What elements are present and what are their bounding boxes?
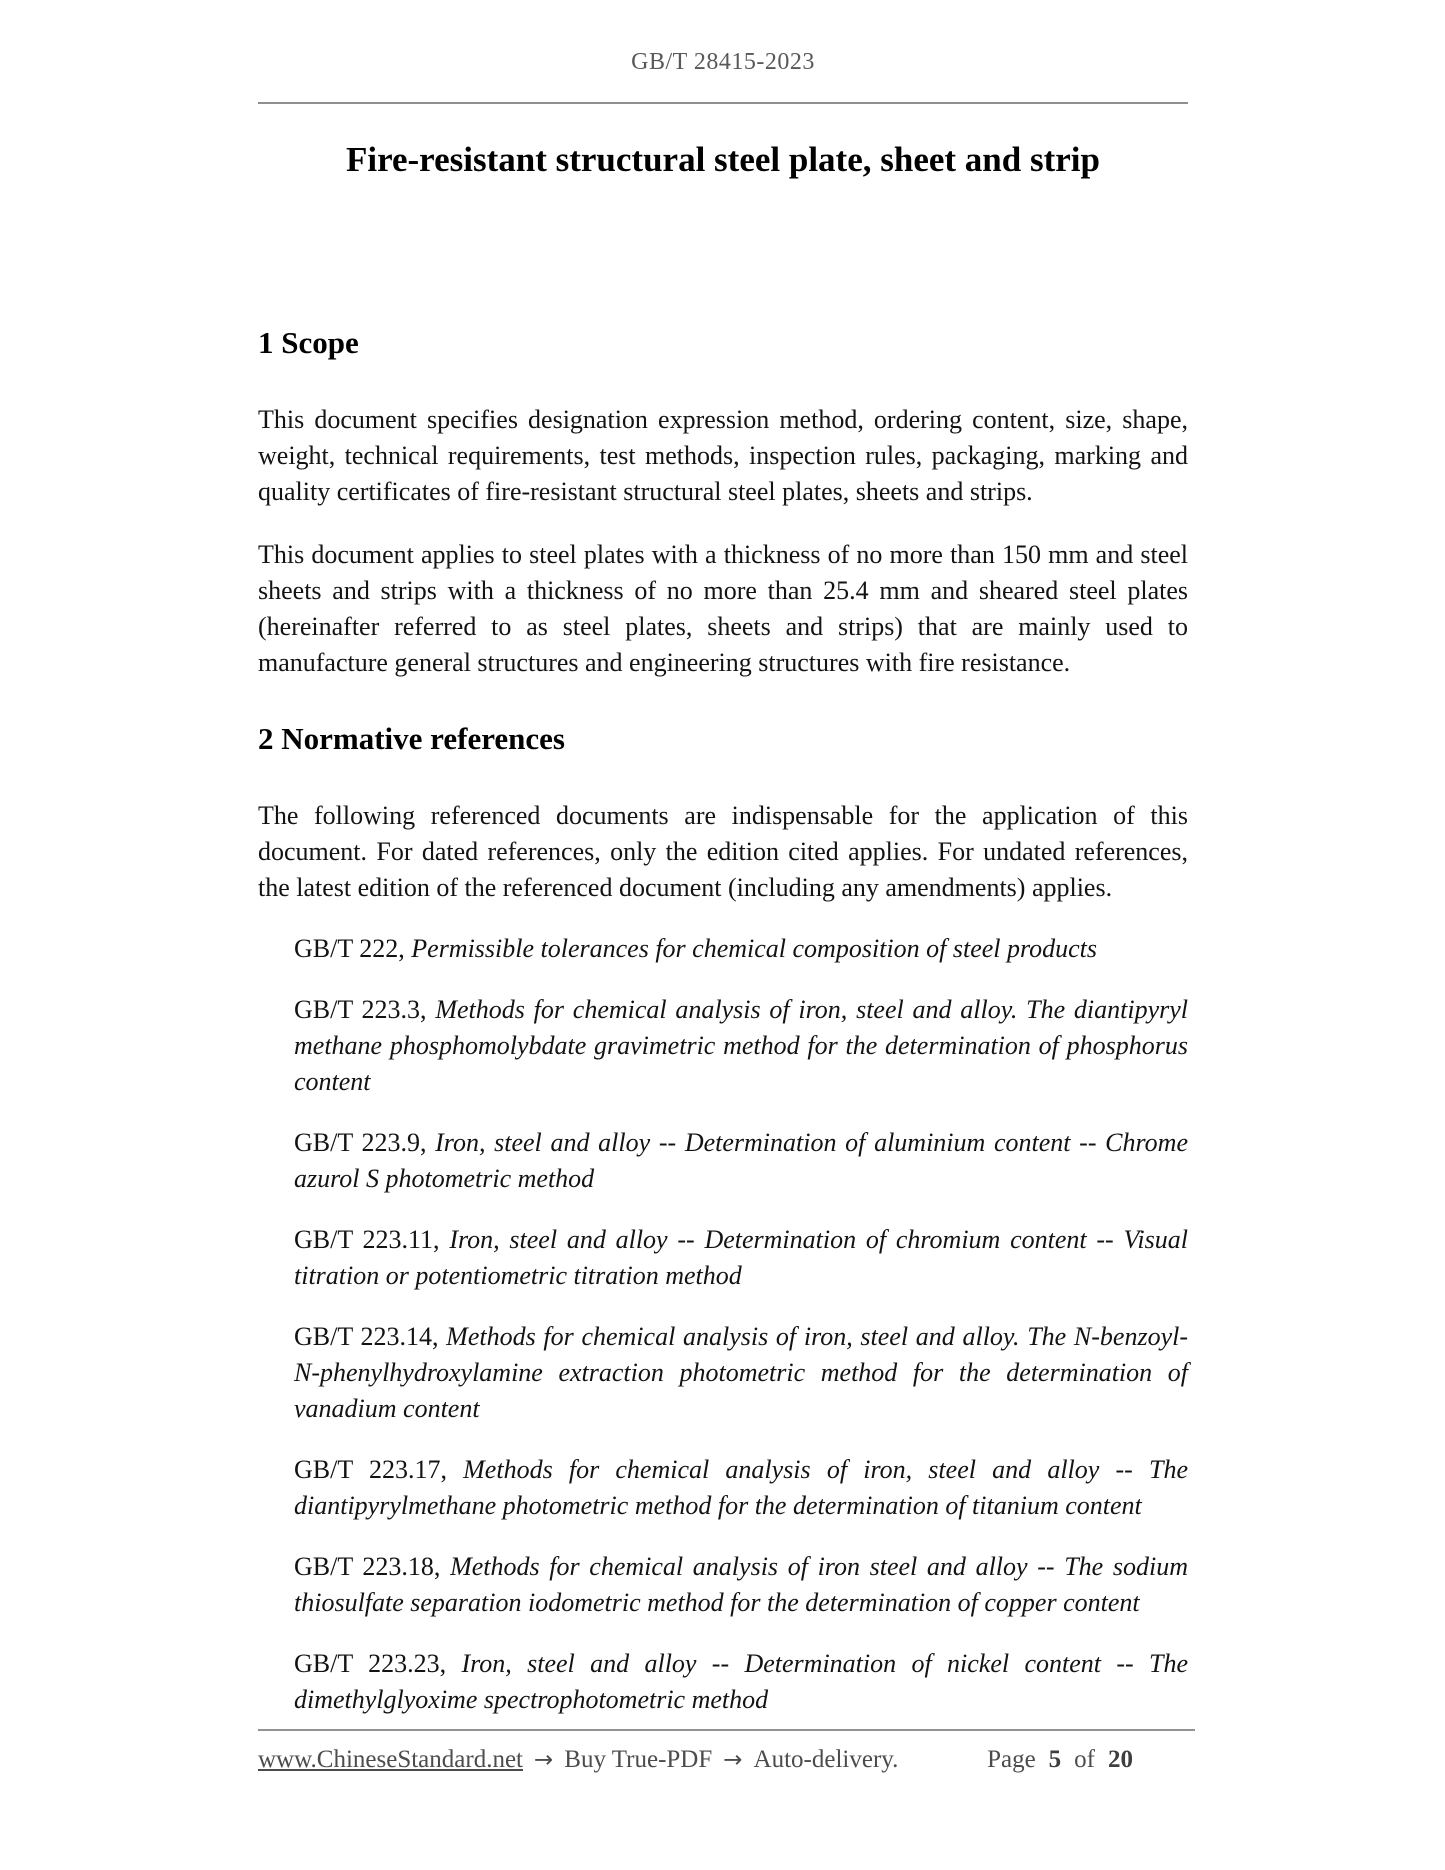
section-heading-scope: 1 Scope xyxy=(258,325,359,360)
site-url-link[interactable]: www.ChineseStandard.net xyxy=(258,1746,523,1773)
scope-paragraph-1: This document specifies designation expression method, ordering content, size, shape, weight, technical requirements, test methods, inspection rules, packaging, marking and quality certificates of fire-resistant structural steel plates, sheets and strips. xyxy=(258,405,1188,506)
reference-item xyxy=(294,992,1188,1100)
of-label: of xyxy=(1074,1746,1095,1773)
reference-title: Methods for chemical analysis of iron, steel and alloy. The diantipyryl methane phosphomolybdate gravimetric method for the determination of phosphorus content xyxy=(294,995,1189,1096)
reference-item xyxy=(294,931,1188,967)
reference-item xyxy=(294,1646,1188,1718)
page-label: Page xyxy=(987,1746,1036,1773)
reference-title: Iron, steel and alloy -- Determination of aluminium content -- Chrome azurol S photometric method xyxy=(294,1128,1188,1193)
reference-code: GB/T 223.18, xyxy=(294,1552,441,1581)
total-page-number: 20 xyxy=(1108,1746,1133,1773)
reference-title: Iron, steel and alloy -- Determination of chromium content -- Visual titration or potentiometric titration method xyxy=(294,1225,1188,1290)
section-heading-normative-references: 2 Normative references xyxy=(258,721,565,756)
document-title: Fire-resistant structural steel plate, sheet and strip xyxy=(345,140,1100,179)
reference-code: GB/T 223.3, xyxy=(294,995,427,1024)
document-header xyxy=(258,48,1188,104)
right-arrow-icon: → xyxy=(534,1747,554,1773)
normative-references-intro: The following referenced documents are indispensable for the application of this document. For dated references, only the edition cited applies. For undated references, the latest edition of the referenced document (including any amendments) applies. xyxy=(258,801,1188,902)
reference-item xyxy=(294,1125,1188,1197)
reference-item xyxy=(294,1222,1188,1294)
reference-code: GB/T 223.17, xyxy=(294,1455,447,1484)
footer-left xyxy=(258,1746,898,1774)
reference-title: Methods for chemical analysis of iron, steel and alloy -- The diantipyrylmethane photometric method for the determination of titanium content xyxy=(294,1455,1189,1520)
buy-true-pdf-label: Buy True-PDF xyxy=(564,1746,713,1773)
reference-code: GB/T 223.9, xyxy=(294,1128,427,1157)
reference-code: GB/T 222, xyxy=(294,934,405,963)
reference-item xyxy=(294,1319,1188,1427)
reference-code: GB/T 223.14, xyxy=(294,1322,439,1351)
scope-paragraph-2: This document applies to steel plates with a thickness of no more than 150 mm and steel sheets and strips with a thickness of no more than 25.4 mm and sheared steel plates (hereinafter referred to as steel plates, sheets and strips) that are mainly used to manufacture general structures and engineering structures with fire resistance. xyxy=(258,540,1188,677)
footer-row xyxy=(258,1731,1195,1774)
header-divider xyxy=(258,102,1188,104)
reference-item xyxy=(294,1452,1188,1524)
reference-code: GB/T 223.23, xyxy=(294,1649,447,1678)
reference-title: Permissible tolerances for chemical composition of steel products xyxy=(411,934,1098,963)
auto-delivery-label: Auto-delivery. xyxy=(753,1746,899,1773)
standard-code: GB/T 28415-2023 xyxy=(631,49,815,75)
reference-title: Iron, steel and alloy -- Determination of nickel content -- The dimethylglyoxime spectrophotometric method xyxy=(294,1649,1188,1714)
reference-code: GB/T 223.11, xyxy=(294,1225,440,1254)
reference-title: Methods for chemical analysis of iron, steel and alloy. The N-benzoyl-N-phenylhydroxylamine extraction photometric method for the determination of vanadium content xyxy=(294,1322,1189,1423)
reference-item xyxy=(294,1549,1188,1621)
page-indicator xyxy=(987,1746,1133,1774)
right-arrow-icon: → xyxy=(723,1747,743,1773)
page-footer xyxy=(258,1729,1195,1774)
current-page-number: 5 xyxy=(1048,1746,1062,1773)
reference-title: Methods for chemical analysis of iron steel and alloy -- The sodium thiosulfate separation iodometric method for the determination of copper content xyxy=(294,1552,1188,1617)
